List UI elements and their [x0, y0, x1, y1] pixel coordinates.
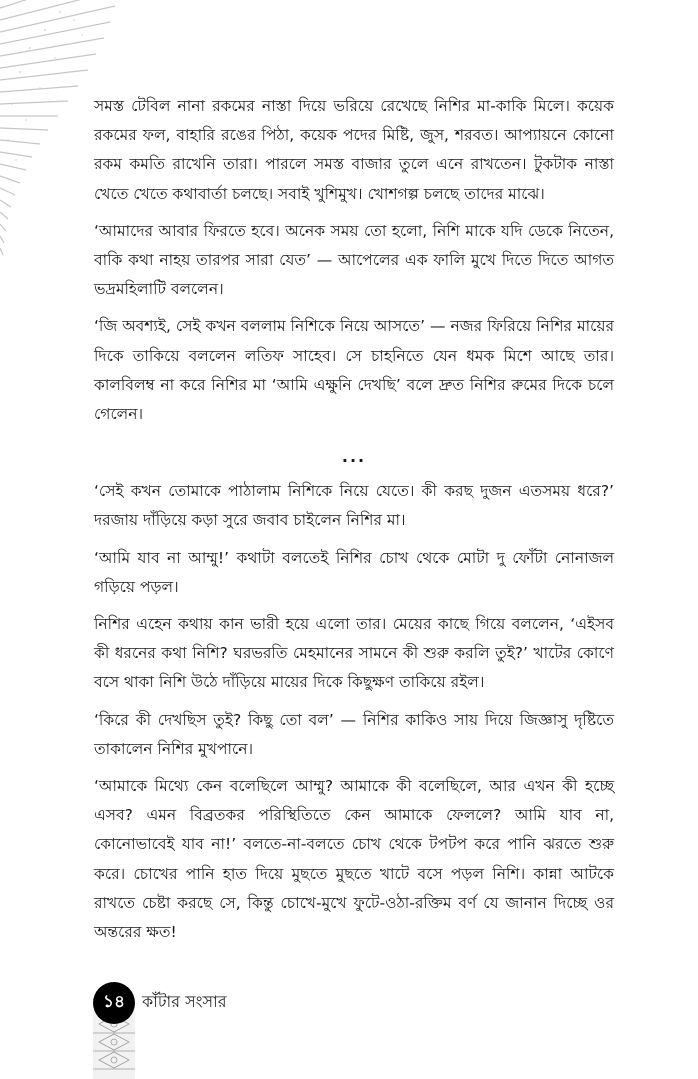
paragraph-8: ‘আমাকে মিথ্যে কেন বলেছিলে আম্মু? আমাকে কী বলেছিলে, আর এখন কী হচ্ছে এসব? এমন বিব্রতকর পরিস্থিতিতে কেন আমাকে ফেললে? আমি যাব না, কোনোভাবেই যাব না!’ বলতে-না-বলতে চোখ থেকে টপটপ করে পানি ঝরতে শুরু করে। চোখের পানি হাত দিয়ে মুছতে মুছতে খাটে বসে পড়ল নিশি। কান্না আটকে রাখতে চেষ্টা করছে সে, কিন্তু চোখে-মুখে ফুটে-ওঠা-রক্তিম বর্ণ যে জানান দিচ্ছে ওর অন্তরের ক্ষত! — [94, 777, 614, 942]
page-footer — [0, 972, 698, 1079]
page-number: ১৪ — [102, 992, 126, 1012]
section-break: ... — [341, 447, 367, 467]
paragraph-7: ‘কিরে কী দেখছিস তুই? কিছু তো বল’ — নিশির কাকিও সায় দিয়ে জিজ্ঞাসু দৃষ্টিতে তাকালেন নিশির মুখপানে। — [94, 710, 614, 758]
paragraph-4: ‘সেই কখন তোমাকে পাঠালাম নিশিকে নিয়ে যেতে। কী করছ দুজন এতসময় ধরে?’ দরজায় দাঁড়িয়ে কড়া সুরে জবাব চাইলেন নিশির মা। — [94, 482, 614, 530]
paragraph-6: নিশির এহেন কথায় কান ভারী হয়ে এলো তার। মেয়ের কাছে গিয়ে বললেন, ‘এইসব কী ধরনের কথা নিশি? ঘরভরতি মেহমানের সামনে কী শুরু করলি তুই?’ খাটের কোণে বসে থাকা নিশি উঠে দাঁড়িয়ে মায়ের দিকে কিছুক্ষণ তাকিয়ে রইল। — [94, 615, 614, 692]
page-body — [94, 92, 614, 947]
page-number-badge — [93, 982, 135, 1024]
paragraph-2: ‘আমাদের আবার ফিরতে হবে। অনেক সময় তো হলো, নিশি মাকে যদি ডেকে নিতেন, বাকি কথা নাহয় তারপর সারা যেত’ — আপেলের এক ফালি মুখে দিতে দিতে আগত ভদ্রমহিলাটি বললেন। — [94, 221, 614, 299]
paragraph-3: ‘জি অবশ্যই, সেই কখন বললাম নিশিকে নিয়ে আসতে’ — নজর ফিরিয়ে নিশির মায়ের দিকে তাকিয়ে বললেন লতিফ সাহেব। সে চাহনিতে যেন ধমক মিশে আছে তার। কালবিলম্ব না করে নিশির মা ‘আমি এক্ষুনি দেখছি’ বলে দ্রুত নিশির রুমের দিকে চলে গেলেন। — [94, 317, 614, 424]
paragraph-5: ‘আমি যাব না আম্মু!’ কথাটা বলতেই নিশির চোখ থেকে মোটা দু ফোঁটা নোনাজল গড়িয়ে পড়ল। — [94, 548, 614, 596]
book-title: কাঁটার সংসার — [142, 992, 227, 1011]
paragraph-1: সমস্ত টেবিল নানা রকমের নাস্তা দিয়ে ভরিয়ে রেখেছে নিশির মা-কাকি মিলে। কয়েক রকমের ফল, বাহারি রঙের পিঠা, কয়েক পদের মিষ্টি, জুস, শরবত। আপ্যায়নে কোনো রকম কমতি রাখেনি তারা। পারলে সমস্ত বাজার তুলে এনে রাখতেন। টুকটাক নাস্তা খেতে খেতে কথাবার্তা চলছে। সবাই খুশিমুখ। খোশগল্প চলছে তাদের মাঝে। — [94, 97, 614, 203]
